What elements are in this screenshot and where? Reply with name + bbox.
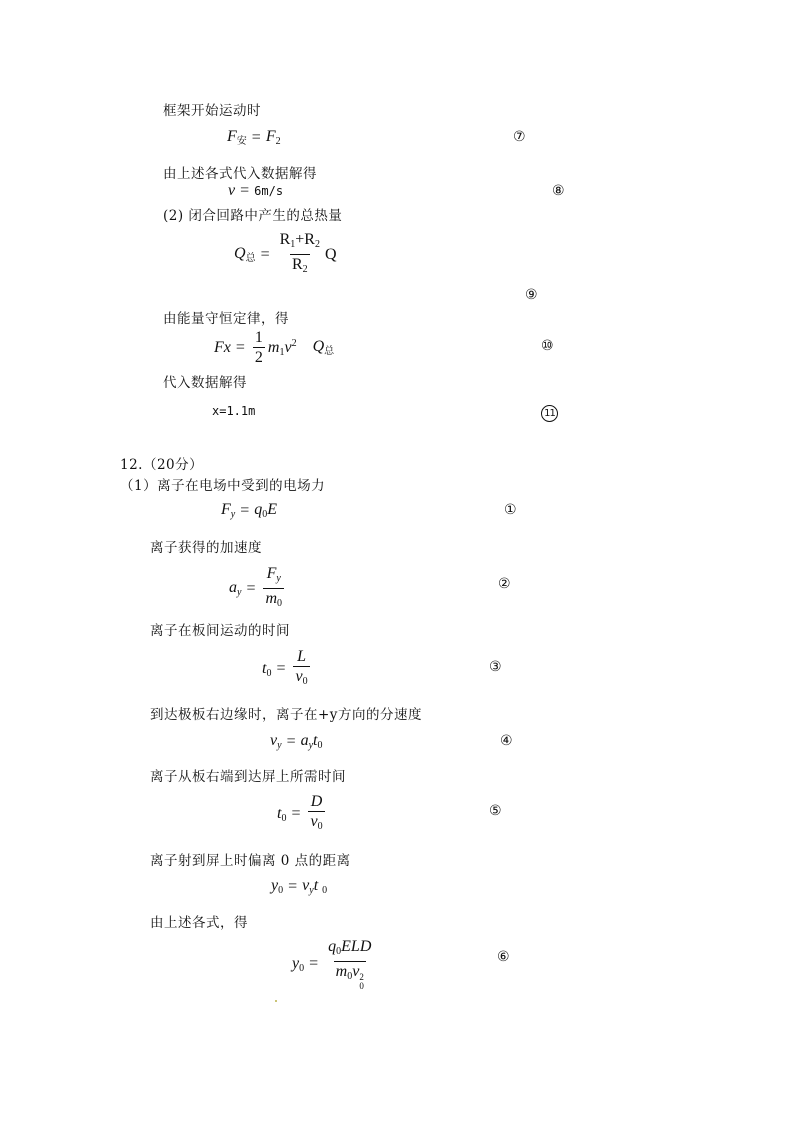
equation-number-1: ①: [504, 502, 517, 518]
time-label: 离子在板间运动的时间: [150, 623, 290, 639]
velocity-label: 到达极板右边缘时，离子在+y方向的分速度: [150, 707, 422, 723]
acceleration-label: 离子获得的加速度: [150, 540, 262, 556]
equation-1: $F_y$ = $q_0E$: [221, 501, 278, 520]
question-2-heading: (2) 闭合回路中产生的总热量: [163, 208, 343, 224]
equation-y0: $y_0$ = $v_yt$ $_0$: [271, 877, 328, 896]
stray-dot: [275, 1000, 277, 1002]
equation-number-4: ④: [500, 733, 513, 749]
energy-conservation-text: 由能量守恒定律，得: [163, 311, 289, 327]
equation-5: $t_0$ = $\frac{D}{v_0}$: [277, 792, 328, 836]
equation-number-11: 11: [541, 401, 558, 422]
equation-11: x=1.1m: [212, 404, 256, 418]
equation-3: $t_0$ = $\frac{L}{v_0}$: [262, 647, 313, 691]
equation-number-3: ③: [489, 659, 502, 675]
equation-4: $v_y$ = $a_yt_0$: [270, 732, 323, 751]
equation-2: $a_y$ = $\frac{F_y}{m_0}$: [229, 564, 287, 613]
frame-start-text: 框架开始运动时: [163, 103, 261, 119]
equation-7: $F_安$ = $F_2$: [227, 128, 281, 147]
sub-question-1: （1）离子在电场中受到的电场力: [120, 478, 326, 494]
equation-number-6: ⑥: [497, 949, 510, 965]
substitute-text-2: 代入数据解得: [163, 375, 247, 391]
equation-number-10: ⑩: [541, 338, 554, 354]
equation-10: Fx = $\frac{1}{2}$ $m_1v^2$ $Q_总$: [214, 329, 335, 366]
substitute-text: 由上述各式代入数据解得: [163, 166, 317, 182]
equation-8: v = 6m/s: [228, 182, 284, 199]
equation-number-2: ②: [498, 576, 511, 592]
equation-9: $Q_总$ = $\frac{R_1+R_2}{R_2}$ Q: [234, 230, 337, 279]
equation-number-7: ⑦: [513, 129, 526, 145]
equation-6: $y_0$ = $q_0ELD$ $m_0v$ 2 0: [292, 938, 372, 991]
combine-label: 由上述各式，得: [150, 915, 248, 931]
offset-label: 离子射到屏上时偏离 0 点的距离: [150, 853, 351, 869]
question-12-heading: 12.（20分）: [120, 457, 204, 473]
screen-time-label: 离子从板右端到达屏上所需时间: [150, 769, 346, 785]
equation-number-5: ⑤: [489, 803, 502, 819]
equation-number-9: ⑨: [525, 287, 538, 303]
equation-number-8: ⑧: [552, 183, 565, 199]
